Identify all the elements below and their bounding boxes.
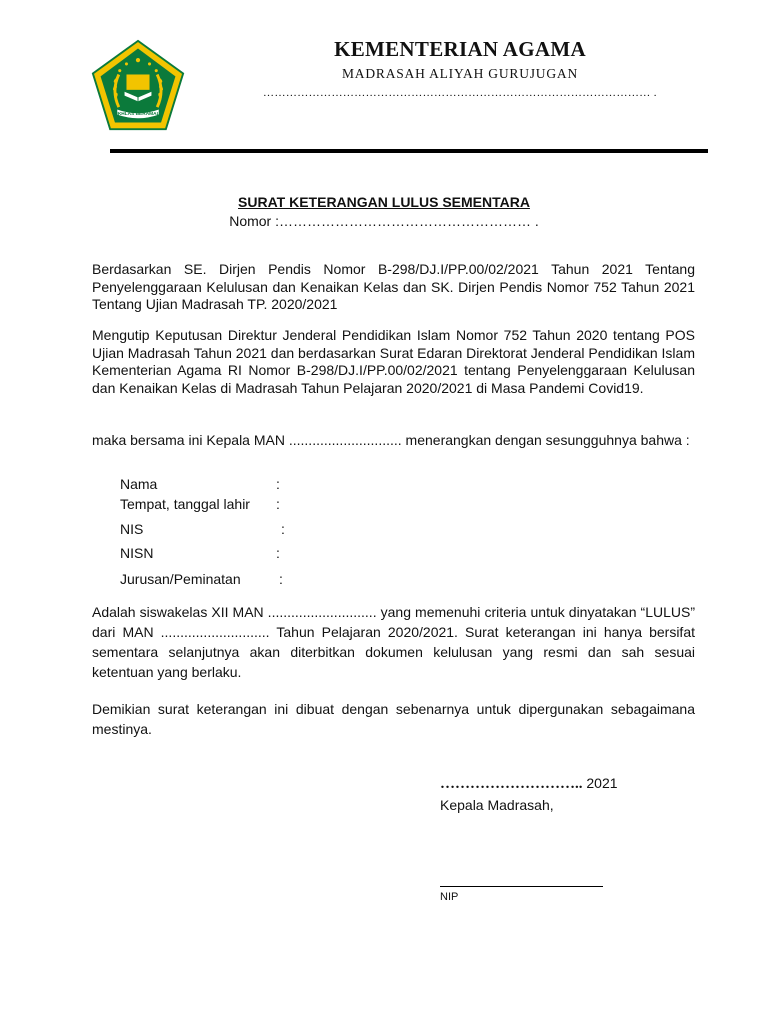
signature-role: Kepala Madrasah,: [440, 797, 554, 813]
nip-label: NIP: [440, 891, 459, 903]
field-label-nisn: NISN: [120, 545, 154, 561]
paragraph-basis: Berdasarkan SE. Dirjen Pendis Nomor B-298/DJ.I/PP.00/02/2021 Tahun 2021 Tentang Penyelenggaraan Kelulusan dan Kenaikan Kelas dan SK. Dirjen Pendis Nomor 752 Tahun 2021 Tentang Ujian Madrasah TP. 2020/2021: [92, 261, 695, 313]
letter-title: SURAT KETERANGAN LULUS SEMENTARA: [238, 194, 530, 210]
kemenag-logo: [90, 38, 186, 134]
paragraph-closing: Demikian surat keterangan ini dibuat dengan sebenarnya untuk dipergunakan sebagaimana mestinya.: [92, 701, 695, 737]
signature-date: [440, 775, 618, 793]
paragraph-statement: maka bersama ini Kepala MAN ............................. menerangkan dengan sesungguhnya bahwa :: [92, 432, 690, 448]
field-colon: :: [276, 496, 280, 512]
paragraph-reference: Mengutip Keputusan Direktur Jenderal Pendidikan Islam Nomor 752 Tahun 2020 tentang POS Ujian Madrasah Tahun 2021 dan berdasarkan Surat Edaran Direktorat Jenderal Pendidikan Islam Kementerian Agama RI Nomor B-298/DJ.I/PP.00/02/2021 tentang Penyelenggaraan Kelulusan dan Kenaikan Kelas di Madrasah Tahun Pelajaran 2020/2021 di Masa Pandemi Covid19.: [92, 327, 695, 396]
field-label-nis: NIS: [120, 521, 144, 537]
svg-text:IKHLAS BERAMAL: IKHLAS BERAMAL: [116, 111, 160, 117]
field-colon: :: [276, 476, 280, 492]
school-name: MADRASAH ALIYAH GURUJUGAN: [341, 66, 578, 81]
paragraph-graduation: Adalah siswakelas XII MAN ............................ yang memenuhi criteria untuk dinyatakan “LULUS” dari MAN ............................ Tahun Pelajaran 2020/2021. Surat keterangan ini hanya bersifat sementara selanjutnya akan diterbitkan dokumen kelulusan yang resmi dan sah sesuai ketentuan yang berlaku.: [92, 604, 695, 680]
field-colon: :: [279, 571, 283, 587]
field-colon: :: [281, 521, 285, 537]
field-label-ttl: Tempat, tanggal lahir: [120, 496, 250, 512]
institution-name: KEMENTERIAN AGAMA: [334, 37, 586, 61]
header-divider: [110, 149, 708, 153]
signature-year: 2021: [582, 775, 618, 791]
signature-date-dots: ………………………..: [440, 776, 583, 792]
field-label-jurusan: Jurusan/Peminatan: [120, 571, 241, 587]
field-colon: :: [276, 545, 280, 561]
field-label-nama: Nama: [120, 476, 158, 492]
letter-number: Nomor :……………………………………………… .: [229, 213, 539, 229]
signature-line: [440, 886, 603, 887]
address-placeholder: ………………………………………………………………………………………… .: [263, 87, 657, 99]
